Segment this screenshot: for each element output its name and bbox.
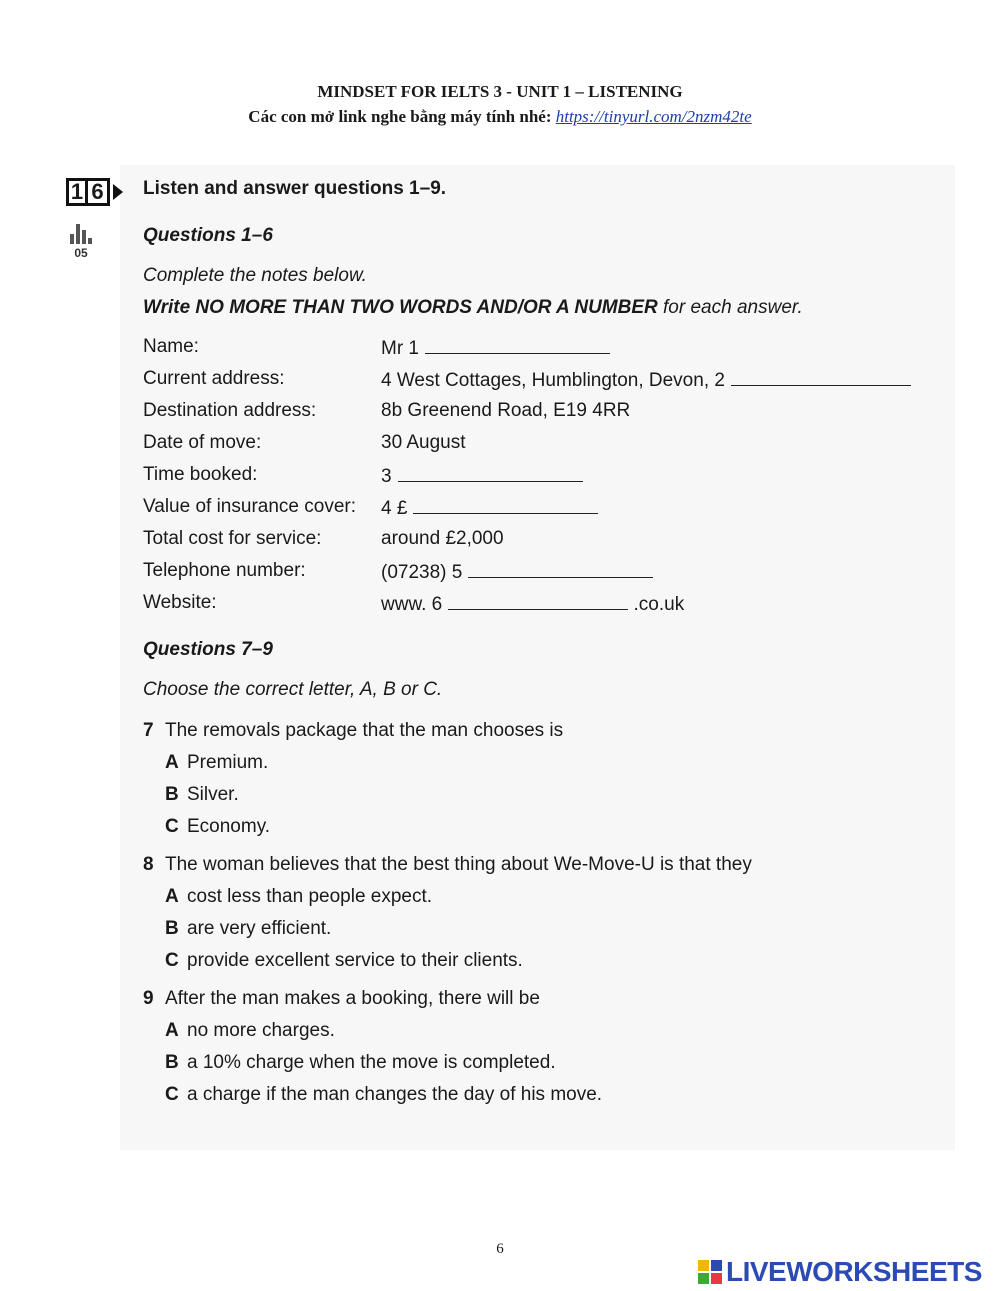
brand-name: LIVEWORKSHEETS [726,1256,982,1287]
notes-row [143,427,943,459]
option[interactable]: C a charge if the man changes the day of his move. [165,1084,603,1105]
mcq-list [143,715,943,1111]
row-label: Destination address: [143,400,317,421]
questions-content [143,176,943,1111]
option[interactable]: B Silver. [165,784,239,805]
row-label: Name: [143,336,199,357]
answer-blank-6[interactable] [448,591,628,610]
question-7: 7 The removals package that the man chooses is [143,720,564,741]
notes-row [143,491,943,523]
main-instruction: Listen and answer questions 1–9. [143,178,447,199]
section2-instr: Choose the correct letter, A, B or C. [143,679,443,700]
row-value: 8b Greenend Road, E19 4RR [381,400,631,421]
row-value: (07238) 5 [381,559,653,584]
equalizer-icon [66,224,96,244]
question-9: 9 After the man makes a booking, there will be [143,988,540,1009]
row-label: Current address: [143,368,285,389]
option[interactable]: A Premium. [165,752,269,773]
logo-grid-icon [698,1260,722,1284]
header-subtitle [0,104,1000,130]
notes-row [143,363,943,395]
page-number: 6 [496,1241,504,1257]
row-label: Date of move: [143,432,262,453]
row-label: Value of insurance cover: [143,496,356,517]
answer-blank-4[interactable] [413,495,598,514]
row-value: www. 6 .co.uk [381,591,684,616]
question-8: 8 The woman believes that the best thing about We-Move-U is that they [143,854,752,875]
section1-heading: Questions 1–6 [143,225,273,246]
section1-instr2 [143,295,943,321]
notes-row [143,555,943,587]
row-label: Website: [143,592,217,613]
track-badge [66,178,123,206]
option[interactable]: B a 10% charge when the move is completed. [165,1052,556,1073]
notes-row [143,587,943,619]
notes-row [143,395,943,427]
option[interactable]: C provide excellent service to their clients. [165,950,523,971]
row-value: 30 August [381,432,466,453]
audio-track-icon [66,224,96,260]
answer-blank-5[interactable] [468,559,653,578]
page-header [0,80,1000,130]
notes-table [143,331,943,619]
answer-blank-2[interactable] [731,367,911,386]
row-value: Mr 1 [381,335,610,360]
notes-row [143,459,943,491]
section1-instr1: Complete the notes below. [143,265,367,286]
instr2-bold: Write NO MORE THAN TWO WORDS AND/OR A NUMBER [143,297,658,318]
row-value: 4 £ [381,495,598,520]
website-suffix: .co.uk [633,593,685,615]
section2-heading: Questions 7–9 [143,639,273,660]
row-label: Time booked: [143,464,258,485]
page-title: MINDSET FOR IELTS 3 - UNIT 1 – LISTENING [317,82,683,101]
row-label: Total cost for service: [143,528,322,549]
option[interactable]: C Economy. [165,816,271,837]
audio-track-number: 05 [74,246,88,260]
header-sub-text: Các con mở link nghe bằng máy tính nhé: [248,107,556,126]
badge-digit-2: 6 [88,178,110,206]
option[interactable]: B are very efficient. [165,918,332,939]
instr2-rest: for each answer. [657,297,803,318]
option[interactable]: A cost less than people expect. [165,886,433,907]
notes-row [143,523,943,555]
play-icon [113,184,123,200]
notes-row [143,331,943,363]
row-value: 4 West Cottages, Humblington, Devon, 2 [381,367,911,392]
answer-blank-1[interactable] [425,335,610,354]
answer-blank-3[interactable] [398,463,583,482]
row-label: Telephone number: [143,560,306,581]
audio-link[interactable]: https://tinyurl.com/2nzm42te [555,107,752,126]
badge-digit-1: 1 [66,178,88,206]
option[interactable]: A no more charges. [165,1020,335,1041]
row-value: 3 [381,463,583,488]
row-value: around £2,000 [381,528,504,549]
liveworksheets-logo[interactable] [698,1256,982,1288]
